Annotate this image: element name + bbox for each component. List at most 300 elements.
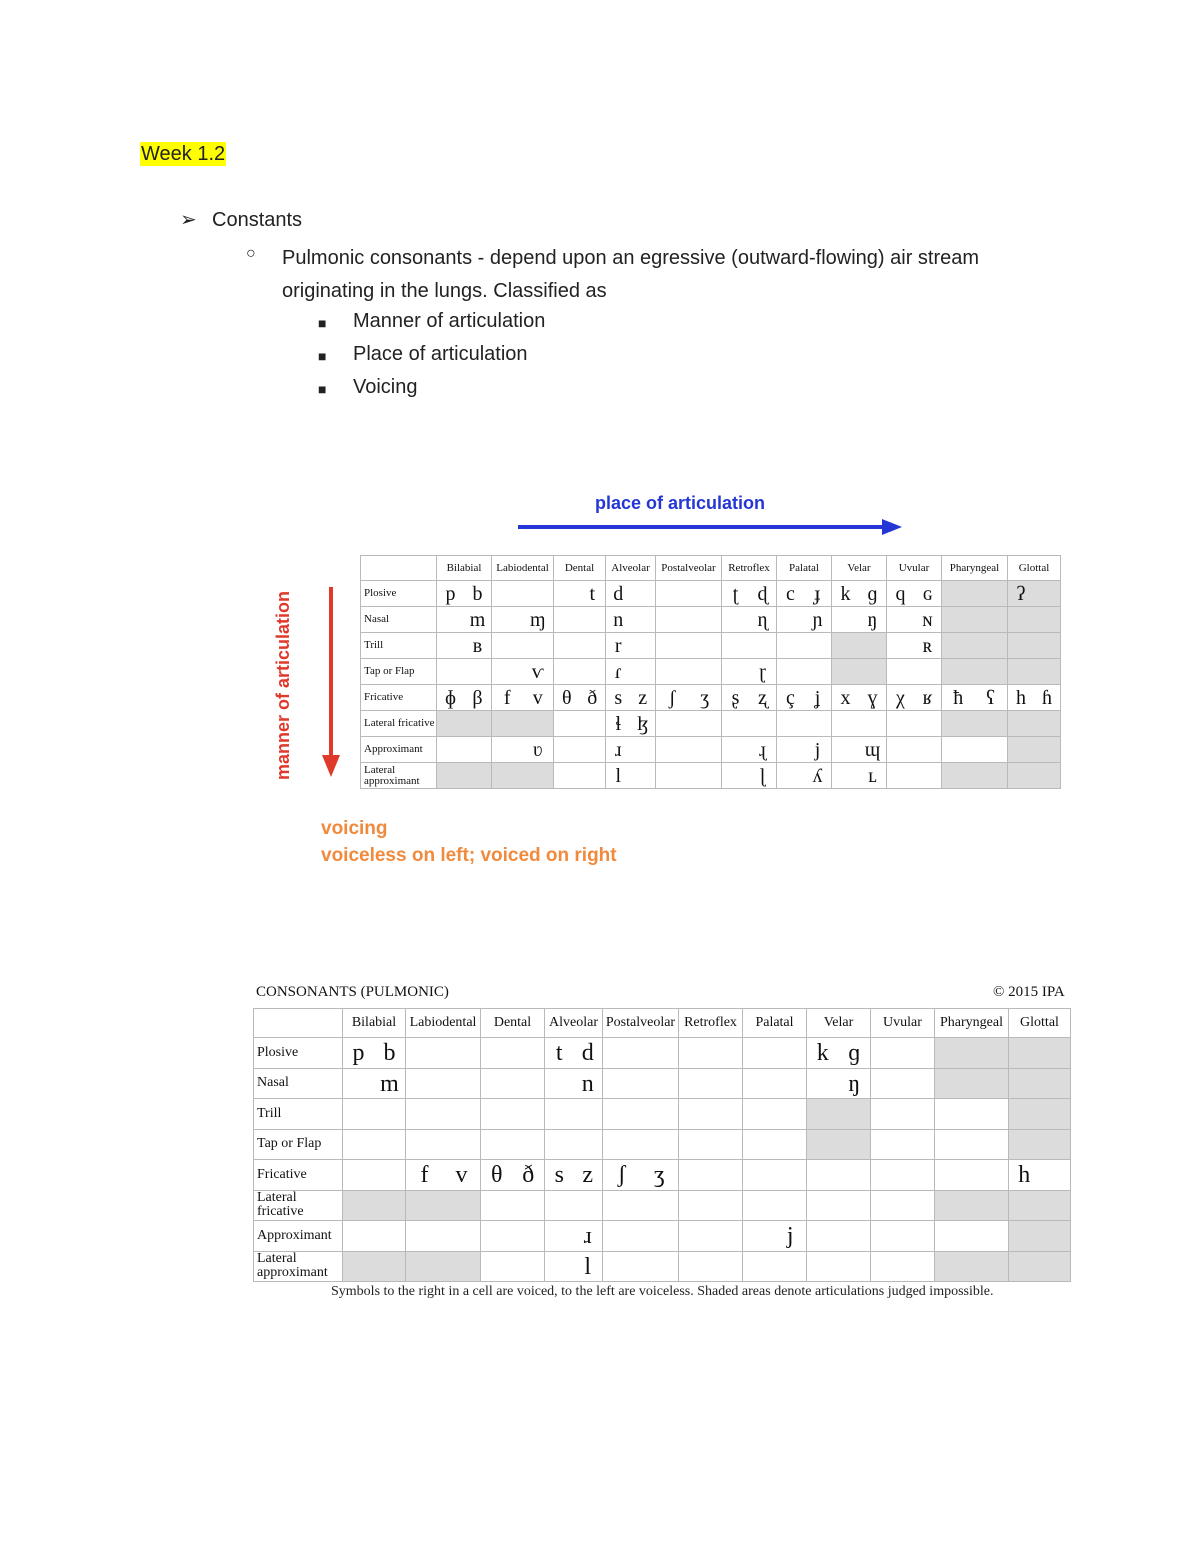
- voiceless-symbol: [871, 1191, 903, 1221]
- voiceless-symbol: p: [352, 1040, 365, 1066]
- symbol-cell: [343, 1251, 406, 1282]
- week-title: Week 1.2: [141, 143, 226, 165]
- voiced-symbol: l: [584, 1253, 592, 1280]
- voiceless-symbol: [492, 737, 523, 762]
- row-label: Lateral fricative: [361, 711, 437, 737]
- symbol-cell: [1008, 581, 1061, 607]
- symbol-cell: [679, 1129, 743, 1160]
- voiced-symbol: [689, 659, 722, 684]
- voiced-symbol: [975, 737, 1008, 762]
- voiceless-symbol: [554, 763, 580, 788]
- column-header: Postalveolar: [603, 1009, 679, 1038]
- voiced-symbol: ɰ: [864, 739, 881, 761]
- row-label: Tap or Flap: [254, 1129, 343, 1160]
- voiced-symbol: [775, 1069, 807, 1099]
- voiced-symbol: ɳ: [757, 609, 768, 631]
- symbol-cell: [603, 1129, 679, 1160]
- voiced-symbol: [839, 1130, 871, 1160]
- symbol-cell: [777, 763, 832, 789]
- voiceless-symbol: [545, 1252, 574, 1282]
- table-row: [254, 1190, 1071, 1221]
- symbol-cell: [492, 685, 554, 711]
- table-caption: Symbols to the right in a cell are voiced, to the left are voiceless. Shaded areas denote articulations judged impossible.: [331, 1284, 994, 1299]
- symbol-cell: [935, 1221, 1009, 1252]
- voiceless-symbol: [777, 763, 804, 788]
- voiced-symbol: j: [814, 739, 821, 761]
- voiced-symbol: [711, 1160, 743, 1190]
- voiceless-symbol: [343, 1099, 374, 1129]
- voiced-symbol: d: [581, 1040, 594, 1066]
- symbol-cell: [743, 1038, 807, 1069]
- voiced-symbol: [903, 1191, 935, 1221]
- voiceless-symbol: [481, 1038, 513, 1068]
- voiced-symbol: [443, 1038, 480, 1068]
- voiceless-symbol: h: [1016, 687, 1026, 709]
- voiced-symbol: [513, 1069, 545, 1099]
- voiceless-symbol: x: [840, 687, 851, 709]
- table-row: [361, 737, 1061, 763]
- place-of-articulation-label: place of articulation: [595, 493, 766, 513]
- voiceless-symbol: ʔ: [1016, 583, 1026, 605]
- column-header: Glottal: [1009, 1009, 1071, 1038]
- symbol-cell: [481, 1160, 545, 1191]
- symbol-cell: [606, 659, 656, 685]
- symbol-cell: [942, 763, 1008, 789]
- symbol-cell: [935, 1190, 1009, 1221]
- voiced-symbol: [631, 763, 656, 788]
- symbol-cell: [545, 1190, 603, 1221]
- column-header: Velar: [807, 1009, 871, 1038]
- voiced-symbol: [374, 1130, 405, 1160]
- bullet-text-pulmonic: Pulmonic consonants - depend upon an egressive (outward-flowing) air stream originating in the lungs. Classified as: [282, 247, 980, 302]
- symbol-cell: [832, 607, 887, 633]
- voiced-symbol: [641, 1191, 679, 1221]
- voiceless-symbol: ʈ: [732, 583, 739, 605]
- voiceless-symbol: d: [613, 583, 624, 605]
- symbol-cell: [807, 1190, 871, 1221]
- voiceless-symbol: [679, 1221, 711, 1251]
- voiced-symbol: ɴ: [922, 609, 933, 631]
- voiceless-symbol: [554, 659, 580, 684]
- symbol-cell: [679, 1160, 743, 1191]
- voiced-symbol: [1040, 1069, 1071, 1099]
- voiceless-symbol: [406, 1038, 443, 1068]
- voiceless-symbol: [343, 1221, 374, 1251]
- voiceless-symbol: [832, 711, 859, 736]
- voiceless-symbol: [656, 581, 689, 606]
- voiceless-symbol: ħ: [953, 687, 964, 709]
- voiceless-symbol: [481, 1191, 513, 1221]
- voiced-symbol: [711, 1130, 743, 1160]
- voiceless-symbol: [656, 633, 689, 658]
- voiceless-symbol: [603, 1221, 641, 1251]
- voiced-symbol: [513, 1191, 545, 1221]
- table-row: [361, 711, 1061, 737]
- symbol-cell: [871, 1129, 935, 1160]
- voiced-symbol: [513, 1252, 545, 1282]
- voiceless-symbol: [1008, 607, 1034, 632]
- column-header: Labiodental: [492, 556, 554, 581]
- symbol-cell: [603, 1251, 679, 1282]
- voiceless-symbol: [777, 659, 804, 684]
- voiced-symbol: [839, 1252, 871, 1282]
- voiced-symbol: [523, 633, 554, 658]
- symbol-cell: [832, 763, 887, 789]
- symbol-cell: [807, 1129, 871, 1160]
- voiced-symbol: [839, 1099, 871, 1129]
- symbol-cell: [1009, 1190, 1071, 1221]
- voiceless-symbol: [437, 607, 464, 632]
- voiced-symbol: [464, 711, 491, 736]
- row-label: Approximant: [361, 737, 437, 763]
- voiceless-symbol: [743, 1252, 775, 1282]
- header-row: [254, 1009, 1071, 1038]
- voiceless-symbol: [343, 1160, 374, 1190]
- voiceless-symbol: [679, 1160, 711, 1190]
- symbol-cell: [406, 1099, 481, 1130]
- voiced-symbol: [775, 1038, 807, 1068]
- voiceless-symbol: χ: [896, 687, 905, 709]
- voiceless-symbol: [603, 1191, 641, 1221]
- symbol-cell: [545, 1068, 603, 1099]
- voiced-symbol: [839, 1221, 871, 1251]
- header-row: [361, 556, 1061, 581]
- voiced-symbol: [859, 659, 886, 684]
- voiced-symbol: [641, 1221, 679, 1251]
- voiced-symbol: [903, 1252, 935, 1282]
- symbol-cell: [343, 1129, 406, 1160]
- symbol-cell: [492, 763, 554, 789]
- voiced-symbol: [1040, 1160, 1071, 1190]
- voiced-symbol: [711, 1191, 743, 1221]
- symbol-cell: [437, 711, 492, 737]
- voiced-symbol: [775, 1130, 807, 1160]
- voiceless-symbol: [935, 1252, 972, 1282]
- symbol-cell: [942, 685, 1008, 711]
- ipa-chart-colored: [360, 555, 1061, 789]
- symbol-cell: [1008, 633, 1061, 659]
- voiced-symbol: [914, 659, 941, 684]
- symbol-cell: [437, 607, 492, 633]
- voiced-symbol: [443, 1099, 480, 1129]
- voiceless-symbol: [481, 1221, 513, 1251]
- voiced-symbol: ʒ: [653, 1162, 665, 1188]
- symbol-cell: [807, 1099, 871, 1130]
- voiceless-symbol: [406, 1221, 443, 1251]
- voiced-symbol: j: [786, 1223, 794, 1249]
- square-bullet-icon: ■: [318, 381, 327, 397]
- voiceless-symbol: k: [840, 583, 851, 605]
- voiceless-symbol: [871, 1038, 903, 1068]
- symbol-cell: [437, 633, 492, 659]
- voiceless-symbol: [722, 711, 749, 736]
- square-bullet-icon: ■: [318, 315, 327, 331]
- symbol-cell: [871, 1099, 935, 1130]
- voiced-symbol: [631, 737, 656, 762]
- symbol-cell: [722, 659, 777, 685]
- voiceless-symbol: f: [503, 687, 511, 709]
- symbol-cell: [743, 1221, 807, 1252]
- voiceless-symbol: [1008, 711, 1034, 736]
- symbol-cell: [871, 1221, 935, 1252]
- voiced-symbol: [641, 1038, 679, 1068]
- voiced-symbol: [1040, 1191, 1071, 1221]
- voiced-symbol: ð: [587, 687, 598, 709]
- voiceless-symbol: [832, 659, 859, 684]
- voiced-symbol: [513, 1221, 545, 1251]
- row-label: Plosive: [361, 581, 437, 607]
- voiceless-symbol: [807, 1160, 839, 1190]
- column-header: Bilabial: [343, 1009, 406, 1038]
- bullet-level1: [180, 208, 302, 232]
- column-header: Alveolar: [545, 1009, 603, 1038]
- voiced-symbol: [711, 1069, 743, 1099]
- symbol-cell: [832, 633, 887, 659]
- table-row: [361, 633, 1061, 659]
- voiceless-symbol: s: [614, 687, 623, 709]
- row-label: Lateral approximant: [254, 1251, 343, 1282]
- symbol-cell: [492, 737, 554, 763]
- voiced-symbol: [513, 1038, 545, 1068]
- symbol-cell: [554, 633, 606, 659]
- voiced-symbol: [580, 607, 606, 632]
- voiced-symbol: [903, 1221, 935, 1251]
- voiced-symbol: [641, 1252, 679, 1282]
- symbol-cell: [1008, 737, 1061, 763]
- symbol-cell: [481, 1038, 545, 1069]
- voiceless-symbol: [679, 1099, 711, 1129]
- voiceless-symbol: c: [786, 583, 795, 605]
- voiced-symbol: z: [582, 1162, 594, 1188]
- table-row: [361, 763, 1061, 789]
- symbol-cell: [606, 737, 656, 763]
- column-header: Pharyngeal: [942, 556, 1008, 581]
- voiced-symbol: ʁ: [922, 687, 933, 709]
- right-arrow-icon: [516, 518, 906, 538]
- symbol-cell: [887, 711, 942, 737]
- voiceless-symbol: [1008, 737, 1034, 762]
- voiced-symbol: [975, 763, 1008, 788]
- voiced-symbol: [374, 1221, 405, 1251]
- voiced-symbol: [374, 1191, 405, 1221]
- symbol-cell: [492, 659, 554, 685]
- row-label: Approximant: [254, 1221, 343, 1252]
- symbol-cell: [603, 1068, 679, 1099]
- voiceless-symbol: [743, 1038, 775, 1068]
- voiceless-symbol: ɾ: [614, 661, 622, 683]
- voiceless-symbol: [554, 607, 580, 632]
- symbol-cell: [406, 1251, 481, 1282]
- voiceless-symbol: [343, 1191, 374, 1221]
- row-label: Trill: [254, 1099, 343, 1130]
- symbol-cell: [743, 1129, 807, 1160]
- voiceless-symbol: l: [615, 765, 622, 787]
- voiceless-symbol: [832, 633, 859, 658]
- voiceless-symbol: [722, 737, 749, 762]
- voiceless-symbol: [1008, 763, 1034, 788]
- voiced-symbol: β: [472, 687, 483, 709]
- voiceless-symbol: [942, 633, 975, 658]
- voiced-symbol: [903, 1038, 935, 1068]
- voiced-symbol: [859, 633, 886, 658]
- symbol-cell: [871, 1038, 935, 1069]
- voiceless-symbol: [1009, 1099, 1040, 1129]
- voiced-symbol: [523, 711, 554, 736]
- symbol-cell: [743, 1160, 807, 1191]
- voiceless-symbol: [437, 763, 464, 788]
- symbol-cell: [679, 1190, 743, 1221]
- symbol-cell: [1008, 685, 1061, 711]
- voiceless-symbol: [554, 737, 580, 762]
- voiced-symbol: [689, 633, 722, 658]
- column-header: Labiodental: [406, 1009, 481, 1038]
- voiced-symbol: v: [455, 1162, 468, 1188]
- voiced-symbol: [443, 1130, 480, 1160]
- voiceless-symbol: [887, 763, 914, 788]
- voiceless-symbol: [743, 1099, 775, 1129]
- voiceless-symbol: [942, 581, 975, 606]
- symbol-cell: [406, 1160, 481, 1191]
- column-header: Palatal: [777, 556, 832, 581]
- voiced-symbol: [775, 1252, 807, 1282]
- symbol-cell: [492, 607, 554, 633]
- voiced-symbol: [574, 1099, 603, 1129]
- voiced-symbol: [1040, 1221, 1071, 1251]
- symbol-cell: [807, 1221, 871, 1252]
- symbol-cell: [606, 633, 656, 659]
- voiced-symbol: [1034, 633, 1060, 658]
- symbol-cell: [935, 1160, 1009, 1191]
- voiceless-symbol: [603, 1130, 641, 1160]
- symbol-cell: [481, 1190, 545, 1221]
- voiced-symbol: ɹ: [583, 1223, 592, 1249]
- symbol-cell: [437, 685, 492, 711]
- voiced-symbol: [513, 1099, 545, 1129]
- voiceless-symbol: p: [445, 583, 456, 605]
- table-row: [254, 1221, 1071, 1252]
- voiceless-symbol: [871, 1069, 903, 1099]
- voiced-symbol: ʝ: [814, 687, 821, 709]
- voiceless-symbol: k: [816, 1040, 829, 1066]
- voiced-symbol: [443, 1191, 480, 1221]
- voiceless-symbol: t: [555, 1040, 563, 1066]
- voiced-symbol: [972, 1099, 1009, 1129]
- symbol-cell: [554, 763, 606, 789]
- voiceless-symbol: [656, 763, 689, 788]
- voiced-symbol: [839, 1191, 871, 1221]
- voiced-symbol: z: [638, 687, 648, 709]
- voiced-symbol: b: [472, 583, 483, 605]
- voiced-symbol: [443, 1221, 480, 1251]
- table-row: [361, 607, 1061, 633]
- symbol-cell: [679, 1251, 743, 1282]
- symbol-cell: [942, 633, 1008, 659]
- row-label: Fricative: [254, 1160, 343, 1191]
- voiced-symbol: [711, 1252, 743, 1282]
- voiced-symbol: [1034, 581, 1060, 606]
- symbol-cell: [832, 685, 887, 711]
- symbol-cell: [777, 607, 832, 633]
- voiceless-symbol: r: [614, 635, 622, 657]
- voiceless-symbol: [492, 581, 523, 606]
- row-label: Fricative: [361, 685, 437, 711]
- voiceless-symbol: [437, 737, 464, 762]
- symbol-cell: [406, 1129, 481, 1160]
- symbol-cell: [887, 607, 942, 633]
- voiceless-symbol: [656, 711, 689, 736]
- voiced-symbol: ɡ: [867, 583, 878, 605]
- voiced-symbol: [580, 737, 606, 762]
- symbol-cell: [606, 711, 656, 737]
- symbol-cell: [481, 1251, 545, 1282]
- voiced-symbol: [580, 633, 606, 658]
- symbol-cell: [656, 607, 722, 633]
- voiceless-symbol: [603, 1069, 641, 1099]
- symbol-cell: [1009, 1160, 1071, 1191]
- symbol-cell: [832, 659, 887, 685]
- voiceless-symbol: [935, 1160, 972, 1190]
- row-label: Tap or Flap: [361, 659, 437, 685]
- symbol-cell: [777, 581, 832, 607]
- voiceless-symbol: [887, 737, 914, 762]
- symbol-cell: [606, 607, 656, 633]
- symbol-cell: [807, 1251, 871, 1282]
- voiced-symbol: [775, 1191, 807, 1221]
- symbol-cell: [871, 1160, 935, 1191]
- symbol-cell: [343, 1068, 406, 1099]
- voiced-symbol: [775, 1099, 807, 1129]
- voiced-symbol: [914, 711, 941, 736]
- voiced-symbol: ɽ: [759, 661, 766, 683]
- column-header: Uvular: [871, 1009, 935, 1038]
- voiced-symbol: [574, 1130, 603, 1160]
- voiced-symbol: [464, 737, 491, 762]
- bullet-text-place: Place of articulation: [353, 343, 528, 365]
- symbol-cell: [554, 711, 606, 737]
- voiced-symbol: ɣ: [867, 687, 878, 709]
- voiceless-symbol: [935, 1099, 972, 1129]
- manner-of-articulation-label: manner of articulation: [273, 590, 293, 780]
- voiced-symbol: [631, 581, 656, 606]
- voiced-symbol: [580, 711, 606, 736]
- symbol-cell: [545, 1251, 603, 1282]
- symbol-cell: [545, 1038, 603, 1069]
- voiced-symbol: [374, 1099, 405, 1129]
- symbol-cell: [545, 1160, 603, 1191]
- voiceless-symbol: [1009, 1038, 1040, 1068]
- voiced-symbol: [972, 1191, 1009, 1221]
- voiceless-symbol: [935, 1069, 972, 1099]
- symbol-cell: [1009, 1251, 1071, 1282]
- voiceless-symbol: [603, 1252, 641, 1282]
- symbol-cell: [777, 711, 832, 737]
- symbol-cell: [406, 1221, 481, 1252]
- voiced-symbol: [804, 659, 831, 684]
- column-header: Dental: [554, 556, 606, 581]
- voiceless-symbol: [545, 1099, 574, 1129]
- symbol-cell: [935, 1038, 1009, 1069]
- voiceless-symbol: [942, 607, 975, 632]
- voiced-symbol: ɲ: [812, 609, 823, 631]
- voiceless-symbol: [871, 1160, 903, 1190]
- voiceless-symbol: [1008, 659, 1034, 684]
- voiced-symbol: m: [469, 609, 486, 631]
- symbol-cell: [807, 1068, 871, 1099]
- symbol-cell: [942, 737, 1008, 763]
- voiceless-symbol: [942, 763, 975, 788]
- symbol-cell: [935, 1251, 1009, 1282]
- table-row: [254, 1038, 1071, 1069]
